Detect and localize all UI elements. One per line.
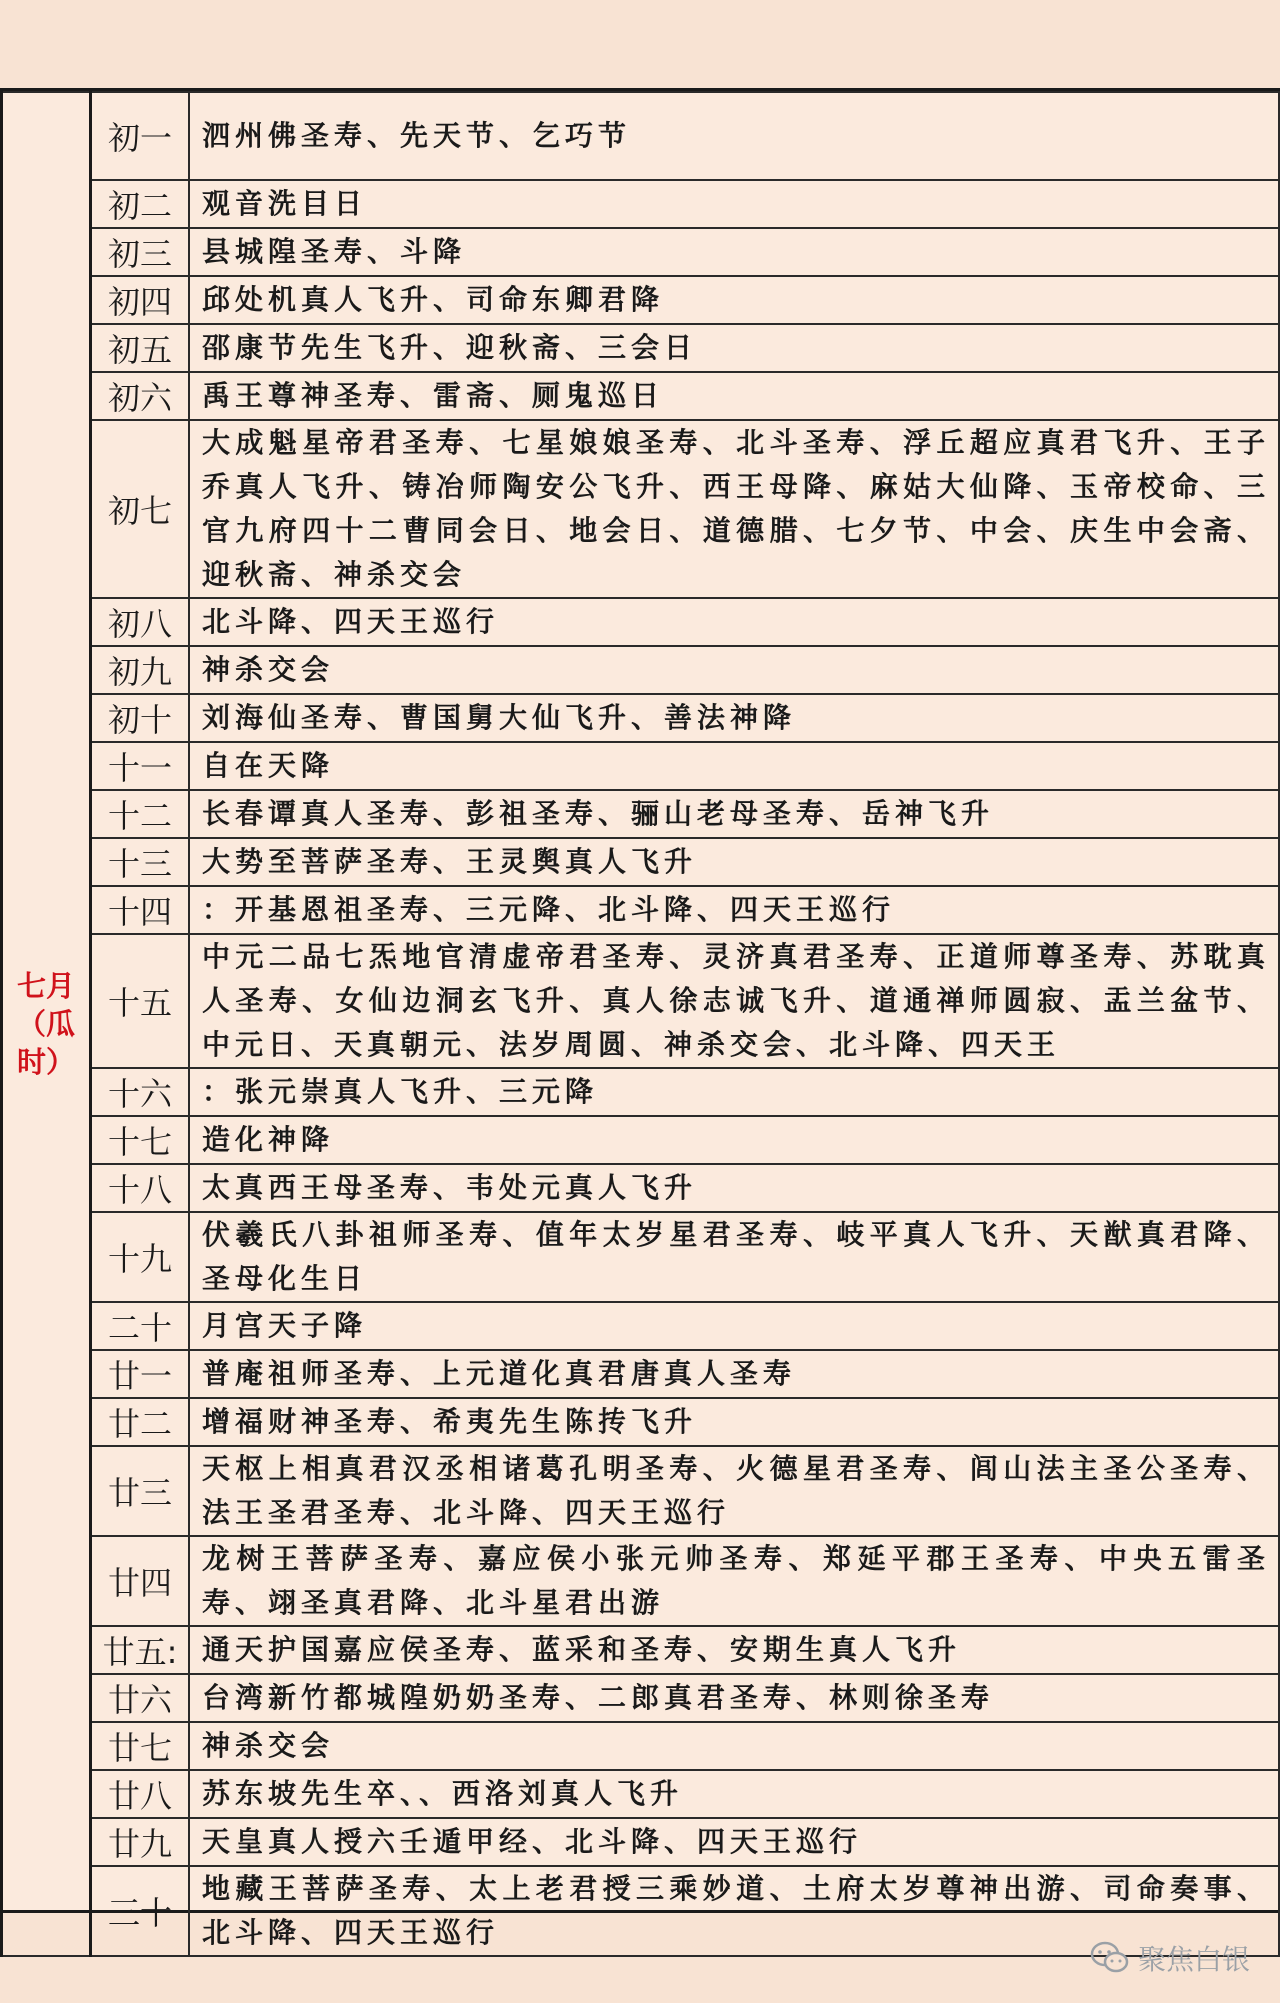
day-cell: 廿一 — [91, 1350, 190, 1398]
events-cell: ：张元崇真人飞升、三元降 — [189, 1068, 1279, 1116]
table-row — [2, 420, 1280, 598]
day-cell: 三十 — [91, 1866, 190, 1956]
table-row — [2, 1722, 1280, 1770]
watermark — [1090, 1938, 1250, 1978]
month-label-line: 七月 — [16, 969, 75, 1003]
day-cell: 十九 — [91, 1212, 190, 1302]
day-cell: 初四 — [91, 276, 190, 324]
events-cell: 神杀交会 — [189, 1722, 1279, 1770]
events-cell: 邵康节先生飞升、迎秋斋、三会日 — [189, 324, 1279, 372]
events-cell: 禹王尊神圣寿、雷斋、厕鬼巡日 — [189, 372, 1279, 420]
table-row — [2, 1674, 1280, 1722]
day-cell: 十六 — [91, 1068, 190, 1116]
day-cell: 十七 — [91, 1116, 190, 1164]
table-row — [2, 646, 1280, 694]
events-cell: 伏羲氏八卦祖师圣寿、值年太岁星君圣寿、岐平真人飞升、天猷真君降、圣母化生日 — [189, 1212, 1279, 1302]
table-row — [2, 228, 1280, 276]
events-cell: 天皇真人授六壬遁甲经、北斗降、四天王巡行 — [189, 1818, 1279, 1866]
day-cell: 十三 — [91, 838, 190, 886]
table-row — [2, 934, 1280, 1068]
events-cell: 神杀交会 — [189, 646, 1279, 694]
wechat-icon — [1090, 1941, 1130, 1975]
events-cell: 增福财神圣寿、希夷先生陈抟飞升 — [189, 1398, 1279, 1446]
day-cell: 十四 — [91, 886, 190, 934]
day-cell: 初二 — [91, 180, 190, 228]
table-row — [2, 1398, 1280, 1446]
events-cell: 泗州佛圣寿、先天节、乞巧节 — [189, 92, 1279, 180]
day-cell: 廿三 — [91, 1446, 190, 1536]
calendar-sheet — [0, 88, 1280, 1949]
events-cell: 邱处机真人飞升、司命东卿君降 — [189, 276, 1279, 324]
table-row — [2, 742, 1280, 790]
table-row — [2, 372, 1280, 420]
table-row — [2, 1350, 1280, 1398]
table-row — [2, 1446, 1280, 1536]
events-cell: 造化神降 — [189, 1116, 1279, 1164]
table-row — [2, 324, 1280, 372]
table-row — [2, 886, 1280, 934]
table-row — [2, 1866, 1280, 1956]
events-cell: 苏东坡先生卒、、西洛刘真人飞升 — [189, 1770, 1279, 1818]
events-cell: 龙树王菩萨圣寿、嘉应侯小张元帅圣寿、郑延平郡王圣寿、中央五雷圣寿、翊圣真君降、北斗星君出游 — [189, 1536, 1279, 1626]
table-row — [2, 1116, 1280, 1164]
events-cell: 长春谭真人圣寿、彭祖圣寿、骊山老母圣寿、岳神飞升 — [189, 790, 1279, 838]
day-cell: 十一 — [91, 742, 190, 790]
day-cell: 廿六 — [91, 1674, 190, 1722]
table-row — [2, 1302, 1280, 1350]
day-cell: 廿四 — [91, 1536, 190, 1626]
table-row — [2, 694, 1280, 742]
events-cell: ：开基恩祖圣寿、三元降、北斗降、四天王巡行 — [189, 886, 1279, 934]
day-cell: 廿五: — [91, 1626, 190, 1674]
day-cell: 十五 — [91, 934, 190, 1068]
events-cell: 刘海仙圣寿、曹国舅大仙飞升、善法神降 — [189, 694, 1279, 742]
day-cell: 廿七 — [91, 1722, 190, 1770]
day-cell: 廿二 — [91, 1398, 190, 1446]
day-cell: 初十 — [91, 694, 190, 742]
events-cell: 太真西王母圣寿、韦处元真人飞升 — [189, 1164, 1279, 1212]
table-row — [2, 1818, 1280, 1866]
events-cell: 普庵祖师圣寿、上元道化真君唐真人圣寿 — [189, 1350, 1279, 1398]
events-cell: 中元二品七炁地官清虚帝君圣寿、灵济真君圣寿、正道师尊圣寿、苏耽真人圣寿、女仙边洞玄飞升、真人徐志诚飞升、道通禅师圆寂、盂兰盆节、中元日、天真朝元、法岁周圆、神杀交会、北斗降、四天王 — [189, 934, 1279, 1068]
events-cell: 大成魁星帝君圣寿、七星娘娘圣寿、北斗圣寿、浮丘超应真君飞升、王子乔真人飞升、铸冶师陶安公飞升、西王母降、麻姑大仙降、玉帝校命、三官九府四十二曹同会日、地会日、道德腊、七夕节、中会、庆生中会斋、迎秋斋、神杀交会 — [189, 420, 1279, 598]
day-cell: 初八 — [91, 598, 190, 646]
calendar-table — [0, 91, 1280, 1957]
events-cell: 北斗降、四天王巡行 — [189, 598, 1279, 646]
month-label-line: 时） — [16, 1045, 75, 1079]
events-cell: 天枢上相真君汉丞相诸葛孔明圣寿、火德星君圣寿、闾山法主圣公圣寿、法王圣君圣寿、北斗降、四天王巡行 — [189, 1446, 1279, 1536]
events-cell: 月宫天子降 — [189, 1302, 1279, 1350]
events-cell: 大势至菩萨圣寿、王灵舆真人飞升 — [189, 838, 1279, 886]
table-row — [2, 1164, 1280, 1212]
table-row — [2, 180, 1280, 228]
events-cell: 地藏王菩萨圣寿、太上老君授三乘妙道、土府太岁尊神出游、司命奏事、北斗降、四天王巡行 — [189, 1866, 1279, 1956]
events-cell: 台湾新竹都城隍奶奶圣寿、二郎真君圣寿、林则徐圣寿 — [189, 1674, 1279, 1722]
watermark-text: 聚焦白银 — [1137, 1943, 1250, 1976]
day-cell: 初六 — [91, 372, 190, 420]
day-cell: 二十 — [91, 1302, 190, 1350]
month-label — [2, 92, 91, 1956]
month-label-line: （瓜 — [16, 1007, 75, 1041]
day-cell: 十二 — [91, 790, 190, 838]
table-row — [2, 1536, 1280, 1626]
table-row — [2, 1626, 1280, 1674]
table-row — [2, 838, 1280, 886]
table-row — [2, 1068, 1280, 1116]
table-row — [2, 92, 1280, 180]
day-cell: 廿八 — [91, 1770, 190, 1818]
day-cell: 初七 — [91, 420, 190, 598]
day-cell: 十八 — [91, 1164, 190, 1212]
table-row — [2, 598, 1280, 646]
day-cell: 廿九 — [91, 1818, 190, 1866]
day-cell: 初九 — [91, 646, 190, 694]
table-row — [2, 1770, 1280, 1818]
events-cell: 观音洗目日 — [189, 180, 1279, 228]
table-row — [2, 790, 1280, 838]
day-cell: 初一 — [91, 92, 190, 180]
day-cell: 初五 — [91, 324, 190, 372]
day-cell: 初三 — [91, 228, 190, 276]
events-cell: 自在天降 — [189, 742, 1279, 790]
table-row — [2, 276, 1280, 324]
events-cell: 县城隍圣寿、斗降 — [189, 228, 1279, 276]
table-row — [2, 1212, 1280, 1302]
events-cell: 通天护国嘉应侯圣寿、蓝采和圣寿、安期生真人飞升 — [189, 1626, 1279, 1674]
